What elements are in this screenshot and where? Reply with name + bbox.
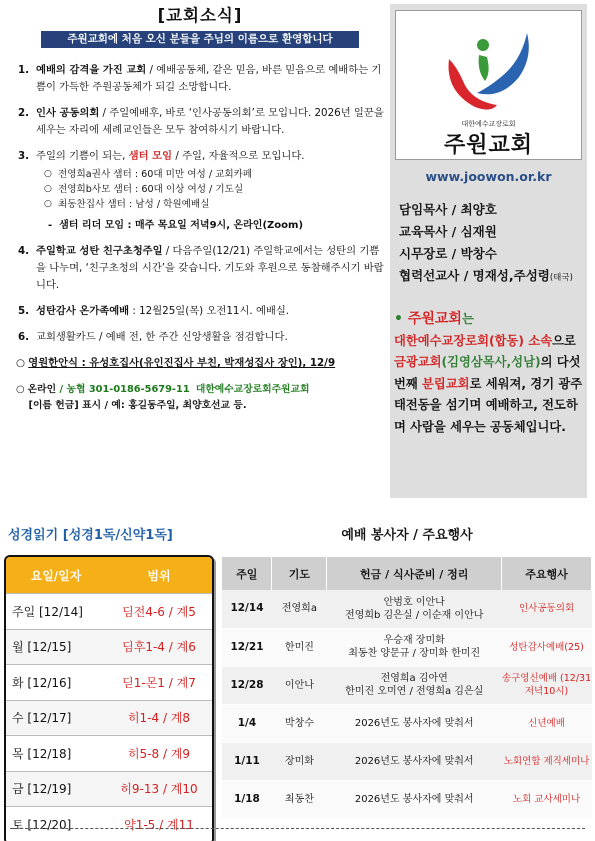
servant-event: 송구영신예배 (12/31저녁10시)	[502, 666, 592, 704]
welcome-banner: 주원교회에 처음 오신 분들을 주님의 이름으로 환영합니다	[41, 31, 359, 48]
reading-range: 히9-13 / 계10	[120, 782, 198, 797]
news-item: 3. 주일의 기쁨이 되는, 샘터 모임 / 주일, 자율적으로 모입니다. ○ 전영희a권사 샘터 : 60대 미만 여성 / 교회카페 ○ 전영희b사모 샘터 : 60대 이상 여성 / 기도실 ○ 최동찬집사 샘터 : 남성 / 학원예배실 - 샘터 리더 모임 : 매주 목요일 저녁9시, 온라인(Zoom)	[12, 148, 388, 234]
servant-duty	[327, 628, 502, 666]
servant-duty	[327, 666, 502, 704]
circle-bullet-icon: ○	[44, 169, 52, 179]
staff-item: 시무장로 / 박창수	[399, 246, 497, 261]
church-website-link[interactable]: www.joowon.or.kr	[425, 169, 552, 184]
reading-range: 히5-8 / 계9	[127, 746, 191, 761]
staff-item: 협력선교사 / 명재성,주성령(태국)	[399, 268, 573, 283]
reading-rows	[6, 593, 212, 841]
servant-duty-line: 전영희a 김아연	[380, 673, 448, 684]
header-duty: 헌금 / 식사준비 / 정리	[327, 557, 502, 590]
circle-bullet-icon: ○	[16, 384, 28, 395]
servants-table	[222, 557, 592, 819]
reading-range: 히1-4 / 계8	[127, 711, 191, 726]
servant-duty-line: 우승재 장미화	[383, 635, 445, 646]
servant-event: 노회연합 제직세미나	[502, 742, 592, 780]
circle-bullet-icon: ○	[16, 357, 29, 369]
reading-table-header	[6, 557, 212, 593]
servant-week: 1/11	[222, 742, 272, 780]
bottom-divider	[10, 828, 585, 829]
servant-prayer: 이안나	[272, 666, 327, 704]
servant-duty	[327, 742, 502, 780]
servant-week: 1/18	[222, 780, 272, 818]
servant-event: 성탄감사예배(25)	[502, 628, 592, 666]
header-week: 주일	[222, 557, 272, 590]
servant-prayer: 전영희a	[272, 590, 327, 628]
church-logo	[395, 10, 582, 160]
servant-event: 인사공동의회	[502, 590, 592, 628]
church-news-section	[12, 4, 388, 504]
circle-bullet-icon: ○	[44, 184, 52, 194]
servant-event: 신년예배	[502, 704, 592, 742]
reading-day: 주일 [12/14]	[12, 604, 83, 619]
servants-table-header	[222, 557, 592, 590]
servant-row	[222, 628, 592, 666]
servant-week: 12/21	[222, 628, 272, 666]
reading-row	[6, 771, 212, 807]
reading-range: 딛1-몬1 / 계7	[122, 675, 196, 690]
reading-day: 목 [12/18]	[12, 746, 72, 761]
reading-day: 금 [12/19]	[12, 782, 72, 797]
servant-event: 노회 교사세미나	[502, 780, 592, 818]
reading-row	[6, 806, 212, 841]
staff-item: 담임목사 / 최양호	[399, 202, 497, 217]
reading-row	[6, 700, 212, 736]
logo-subtitle: 대한예수교장로회	[461, 120, 516, 128]
samter-item: ○ 전영희b사모 샘터 : 60대 이상 여성 / 기도실	[44, 184, 244, 195]
samter-item: ○ 최동찬집사 샘터 : 남성 / 학원예배실	[44, 199, 210, 210]
church-introduction: • 주원교회는 대한예수교장로회(합동) 소속으로 금광교회(김영삼목사,성남)의 다섯번째 분립교회로 세워져, 경기 광주 태전동을 섬기며 예배하고, 전도하며 사람을 세우는 공동체입니다.	[394, 311, 583, 434]
servant-week: 12/14	[222, 590, 272, 628]
news-item: 5. 성탄감사 온가족예배 : 12월25일(목) 오전11시. 예배실.	[18, 305, 290, 317]
servant-prayer: 박창수	[272, 704, 327, 742]
reading-row	[6, 664, 212, 700]
bible-reading-section	[0, 525, 225, 832]
news-item: 4. 주일학교 성탄 친구초청주일 / 다음주일(12/21) 주일학교에서는 성탄의 기쁨을 나누며, ‘친구초청의 시간’을 갖습니다. 기도와 후원으로 동참해주시기 바랍니다.	[18, 245, 384, 291]
news-list	[12, 62, 388, 346]
servant-duty-line: 최동찬 양문규 / 장미화 한미진	[348, 648, 481, 659]
bible-reading-title: 성경읽기 [성경1독/신약1독]	[8, 528, 173, 543]
header-range: 범위	[147, 568, 171, 583]
servants-rows	[222, 590, 592, 818]
servant-prayer: 장미화	[272, 742, 327, 780]
reading-day: 토 [12/20]	[12, 817, 72, 832]
reading-row	[6, 629, 212, 665]
reading-range: 약1-5 / 계11	[124, 817, 194, 832]
reading-range: 딤전4-6 / 계5	[122, 604, 196, 619]
reading-day: 화 [12/16]	[12, 675, 72, 690]
reading-day: 월 [12/15]	[12, 640, 72, 655]
servant-duty-line: 전영희b 김은실 / 이순재 이안나	[345, 609, 484, 621]
servant-row	[222, 704, 592, 742]
servant-row	[222, 590, 592, 628]
news-item: 6. 교회생활카드 / 예배 전, 한 주간 신앙생활을 점검합니다.	[18, 331, 288, 343]
servants-title: 예배 봉사자 / 주요행사	[341, 528, 473, 543]
reading-day: 수 [12/17]	[12, 711, 72, 726]
logo-church-name: 주원교회	[443, 133, 533, 158]
staff-item: 교육목사 / 심재원	[399, 224, 497, 239]
online-offering: ○ 온라인 / 농협 301-0186-5679-11 대한예수교장로회주원교회 [이름 헌금] 표시 / 예: 홍길동주일, 최양호선교 등.	[16, 384, 310, 411]
servant-week: 12/28	[222, 666, 272, 704]
servant-duty-line: 한미진 오미연 / 전영희a 김은실	[345, 686, 484, 697]
reading-row	[6, 593, 212, 629]
servant-duty-line: 2026년도 봉사자에 맞춰서	[354, 755, 474, 767]
servant-row	[222, 666, 592, 704]
servant-duty-line: 안범호 이안나	[383, 596, 445, 608]
news-item: 1. 예배의 감격을 가진 교회 / 예배공동체, 같은 믿음, 바른 믿음으로 예배하는 기쁨이 가득한 주원공동체가 되길 소망합니다.	[18, 64, 382, 93]
samter-leader-meeting: - 샘터 리더 모임 : 매주 목요일 저녁9시, 온라인(Zoom)	[48, 220, 304, 231]
staff-list	[399, 199, 573, 289]
samter-list	[42, 167, 388, 212]
header-prayer: 기도	[272, 557, 327, 590]
news-item: 2. 인사 공동의회 / 주일예배후, 바로 ‘인사공동의회’로 모입니다. 2026년 일꾼을 세우는 자리에 세례교인들은 모두 참여하시기 바랍니다.	[18, 107, 384, 136]
church-info-panel	[390, 4, 587, 498]
servant-duty	[327, 780, 502, 818]
reading-range: 딤후1-4 / 계6	[122, 640, 196, 655]
circle-bullet-icon: ○	[44, 199, 52, 209]
header-event: 주요행사	[502, 557, 592, 590]
servant-duty-line: 2026년도 봉사자에 맞춰서	[354, 793, 474, 805]
servant-week: 1/4	[222, 704, 272, 742]
bible-reading-table	[4, 555, 214, 841]
worship-servants-section	[222, 525, 592, 805]
servant-row	[222, 780, 592, 818]
samter-item: ○ 전영희a권사 샘터 : 60대 미만 여성 / 교회카페	[44, 169, 253, 180]
header-day: 요일/일자	[30, 568, 82, 583]
servant-row	[222, 742, 592, 780]
servant-duty-line: 2026년도 봉사자에 맞춰서	[354, 717, 474, 729]
news-title: [교회소식]	[157, 6, 243, 25]
servant-duty	[327, 590, 502, 628]
church-logo-icon	[441, 21, 537, 117]
reading-row	[6, 735, 212, 771]
servant-duty	[327, 704, 502, 742]
servant-prayer: 최동찬	[272, 780, 327, 818]
condolence-notice: ○ 영원한안식 : 유성호집사(유인진집사 부친, 박재성집사 장인), 12/9	[16, 357, 336, 369]
servant-prayer: 한미진	[272, 628, 327, 666]
bullet-dot-icon: •	[394, 311, 408, 327]
